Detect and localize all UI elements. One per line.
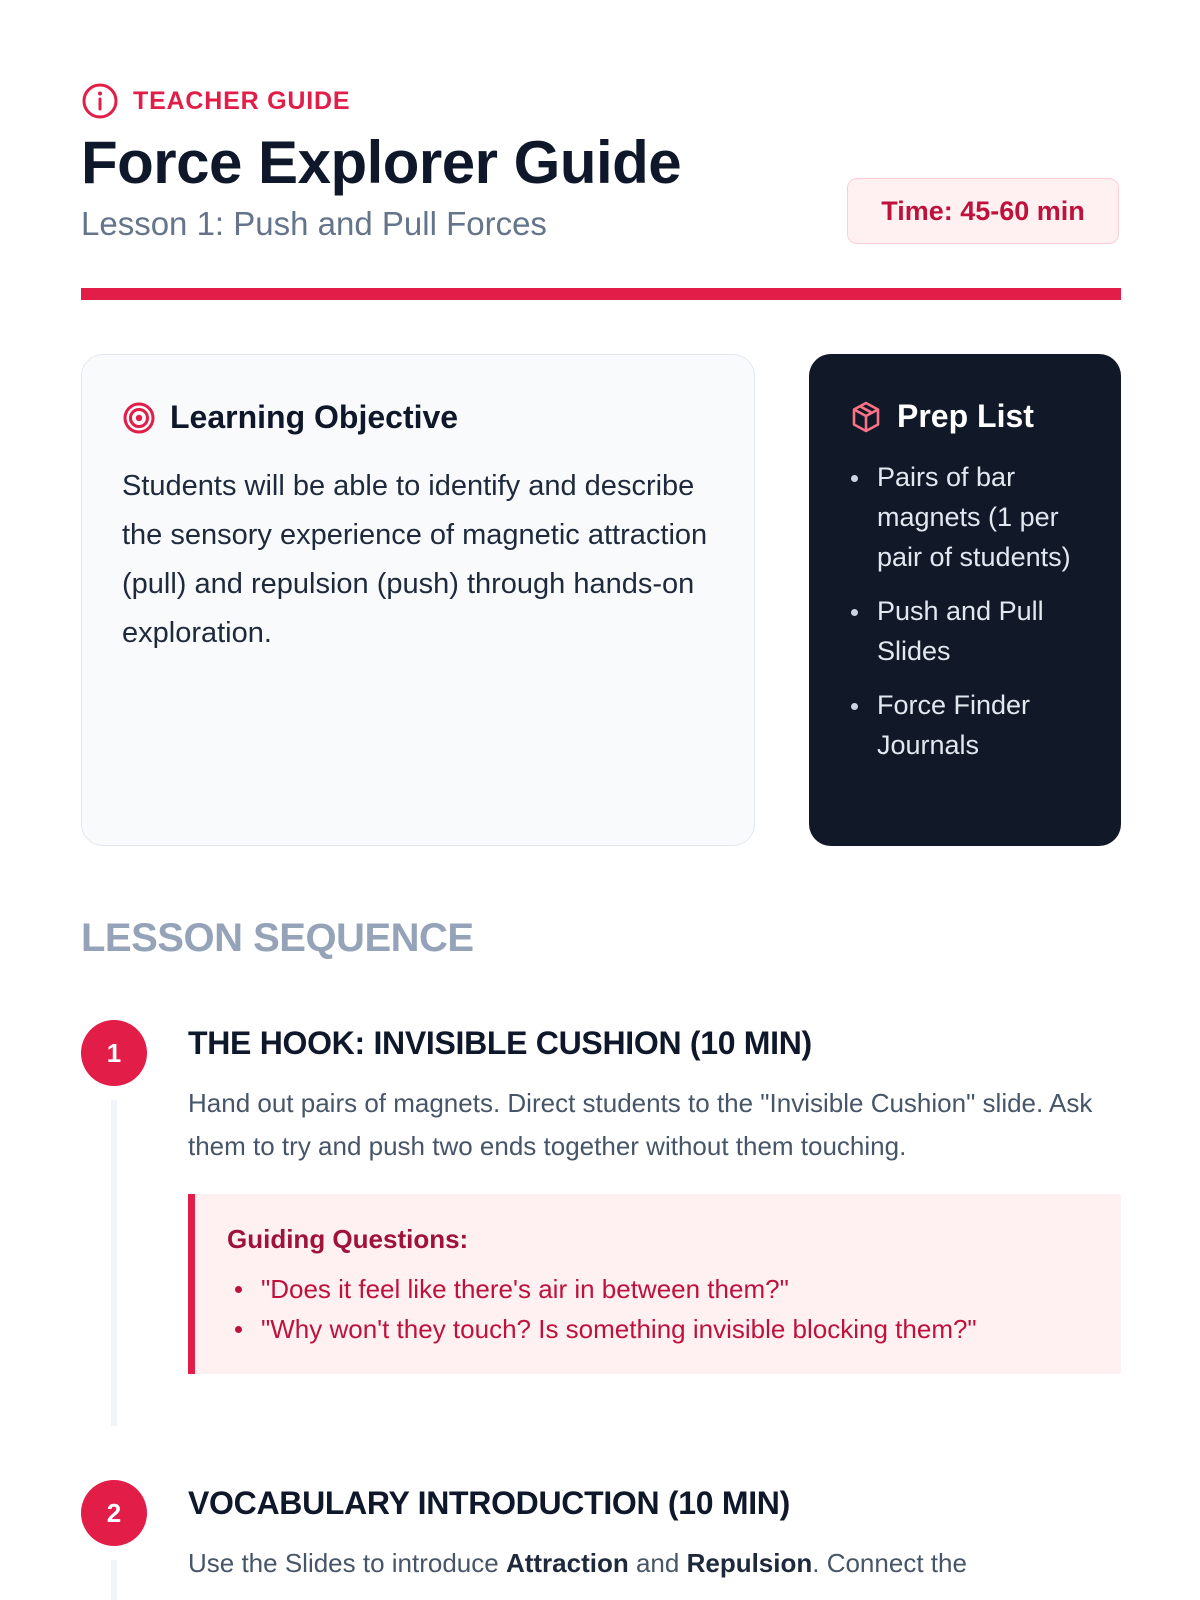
learning-objective-card: [81, 354, 755, 846]
time-badge: Time: 45-60 min: [847, 178, 1119, 244]
info-circle-icon: [81, 82, 119, 120]
teacher-guide-page: [81, 0, 1121, 1600]
guiding-question: "Does it feel like there's air in between them?": [227, 1269, 1089, 1309]
step-connector: [111, 1560, 117, 1600]
step-number-2: 2: [81, 1480, 147, 1546]
objective-text: Students will be able to identify and describe the sensory experience of magnetic attraction (pull) and repulsion (push) through hands-on exploration.: [122, 470, 708, 649]
target-icon: [122, 401, 156, 435]
step-number-1: 1: [81, 1020, 147, 1086]
desc-text: . Connect the: [812, 1548, 967, 1578]
page-title: Force Explorer Guide: [81, 129, 682, 196]
eyebrow-label: TEACHER GUIDE: [133, 86, 351, 115]
eyebrow: [81, 82, 350, 120]
step-connector: [111, 1100, 117, 1426]
lesson-sequence-label: LESSON SEQUENCE: [81, 916, 474, 960]
desc-text: Use the Slides to introduce: [188, 1548, 506, 1578]
page-subtitle: Lesson 1: Push and Pull Forces: [81, 205, 547, 242]
desc-text: and: [628, 1548, 687, 1578]
guiding-questions-list: [227, 1269, 1089, 1349]
objective-title: Learning Objective: [170, 399, 459, 435]
prep-item: Force Finder Journals: [849, 685, 1081, 765]
step-title-1: THE HOOK: INVISIBLE CUSHION (10 MIN): [188, 1025, 812, 1061]
prep-items: [849, 457, 1081, 765]
prep-item: Pairs of bar magnets (1 per pair of students): [849, 457, 1081, 577]
step-description-1: Hand out pairs of magnets. Direct students to the "Invisible Cushion" slide. Ask them to try and push two ends together without them touching.: [188, 1088, 1093, 1161]
term-repulsion: Repulsion: [686, 1548, 813, 1578]
step-description-2: [188, 1542, 1118, 1585]
term-attraction: Attraction: [505, 1548, 629, 1578]
step-title-2: VOCABULARY INTRODUCTION (10 MIN): [188, 1485, 790, 1521]
objective-header: [122, 399, 714, 436]
guiding-questions-box: [188, 1194, 1121, 1374]
prep-title: Prep List: [897, 398, 1034, 434]
prep-item: Push and Pull Slides: [849, 591, 1081, 671]
prep-header: [849, 398, 1081, 435]
header-divider: [81, 288, 1121, 300]
prep-list-card: [809, 354, 1121, 846]
box-icon: [849, 400, 883, 434]
guiding-question: "Why won't they touch? Is something invisible blocking them?": [227, 1309, 1089, 1349]
guiding-questions-title: Guiding Questions:: [227, 1224, 469, 1254]
